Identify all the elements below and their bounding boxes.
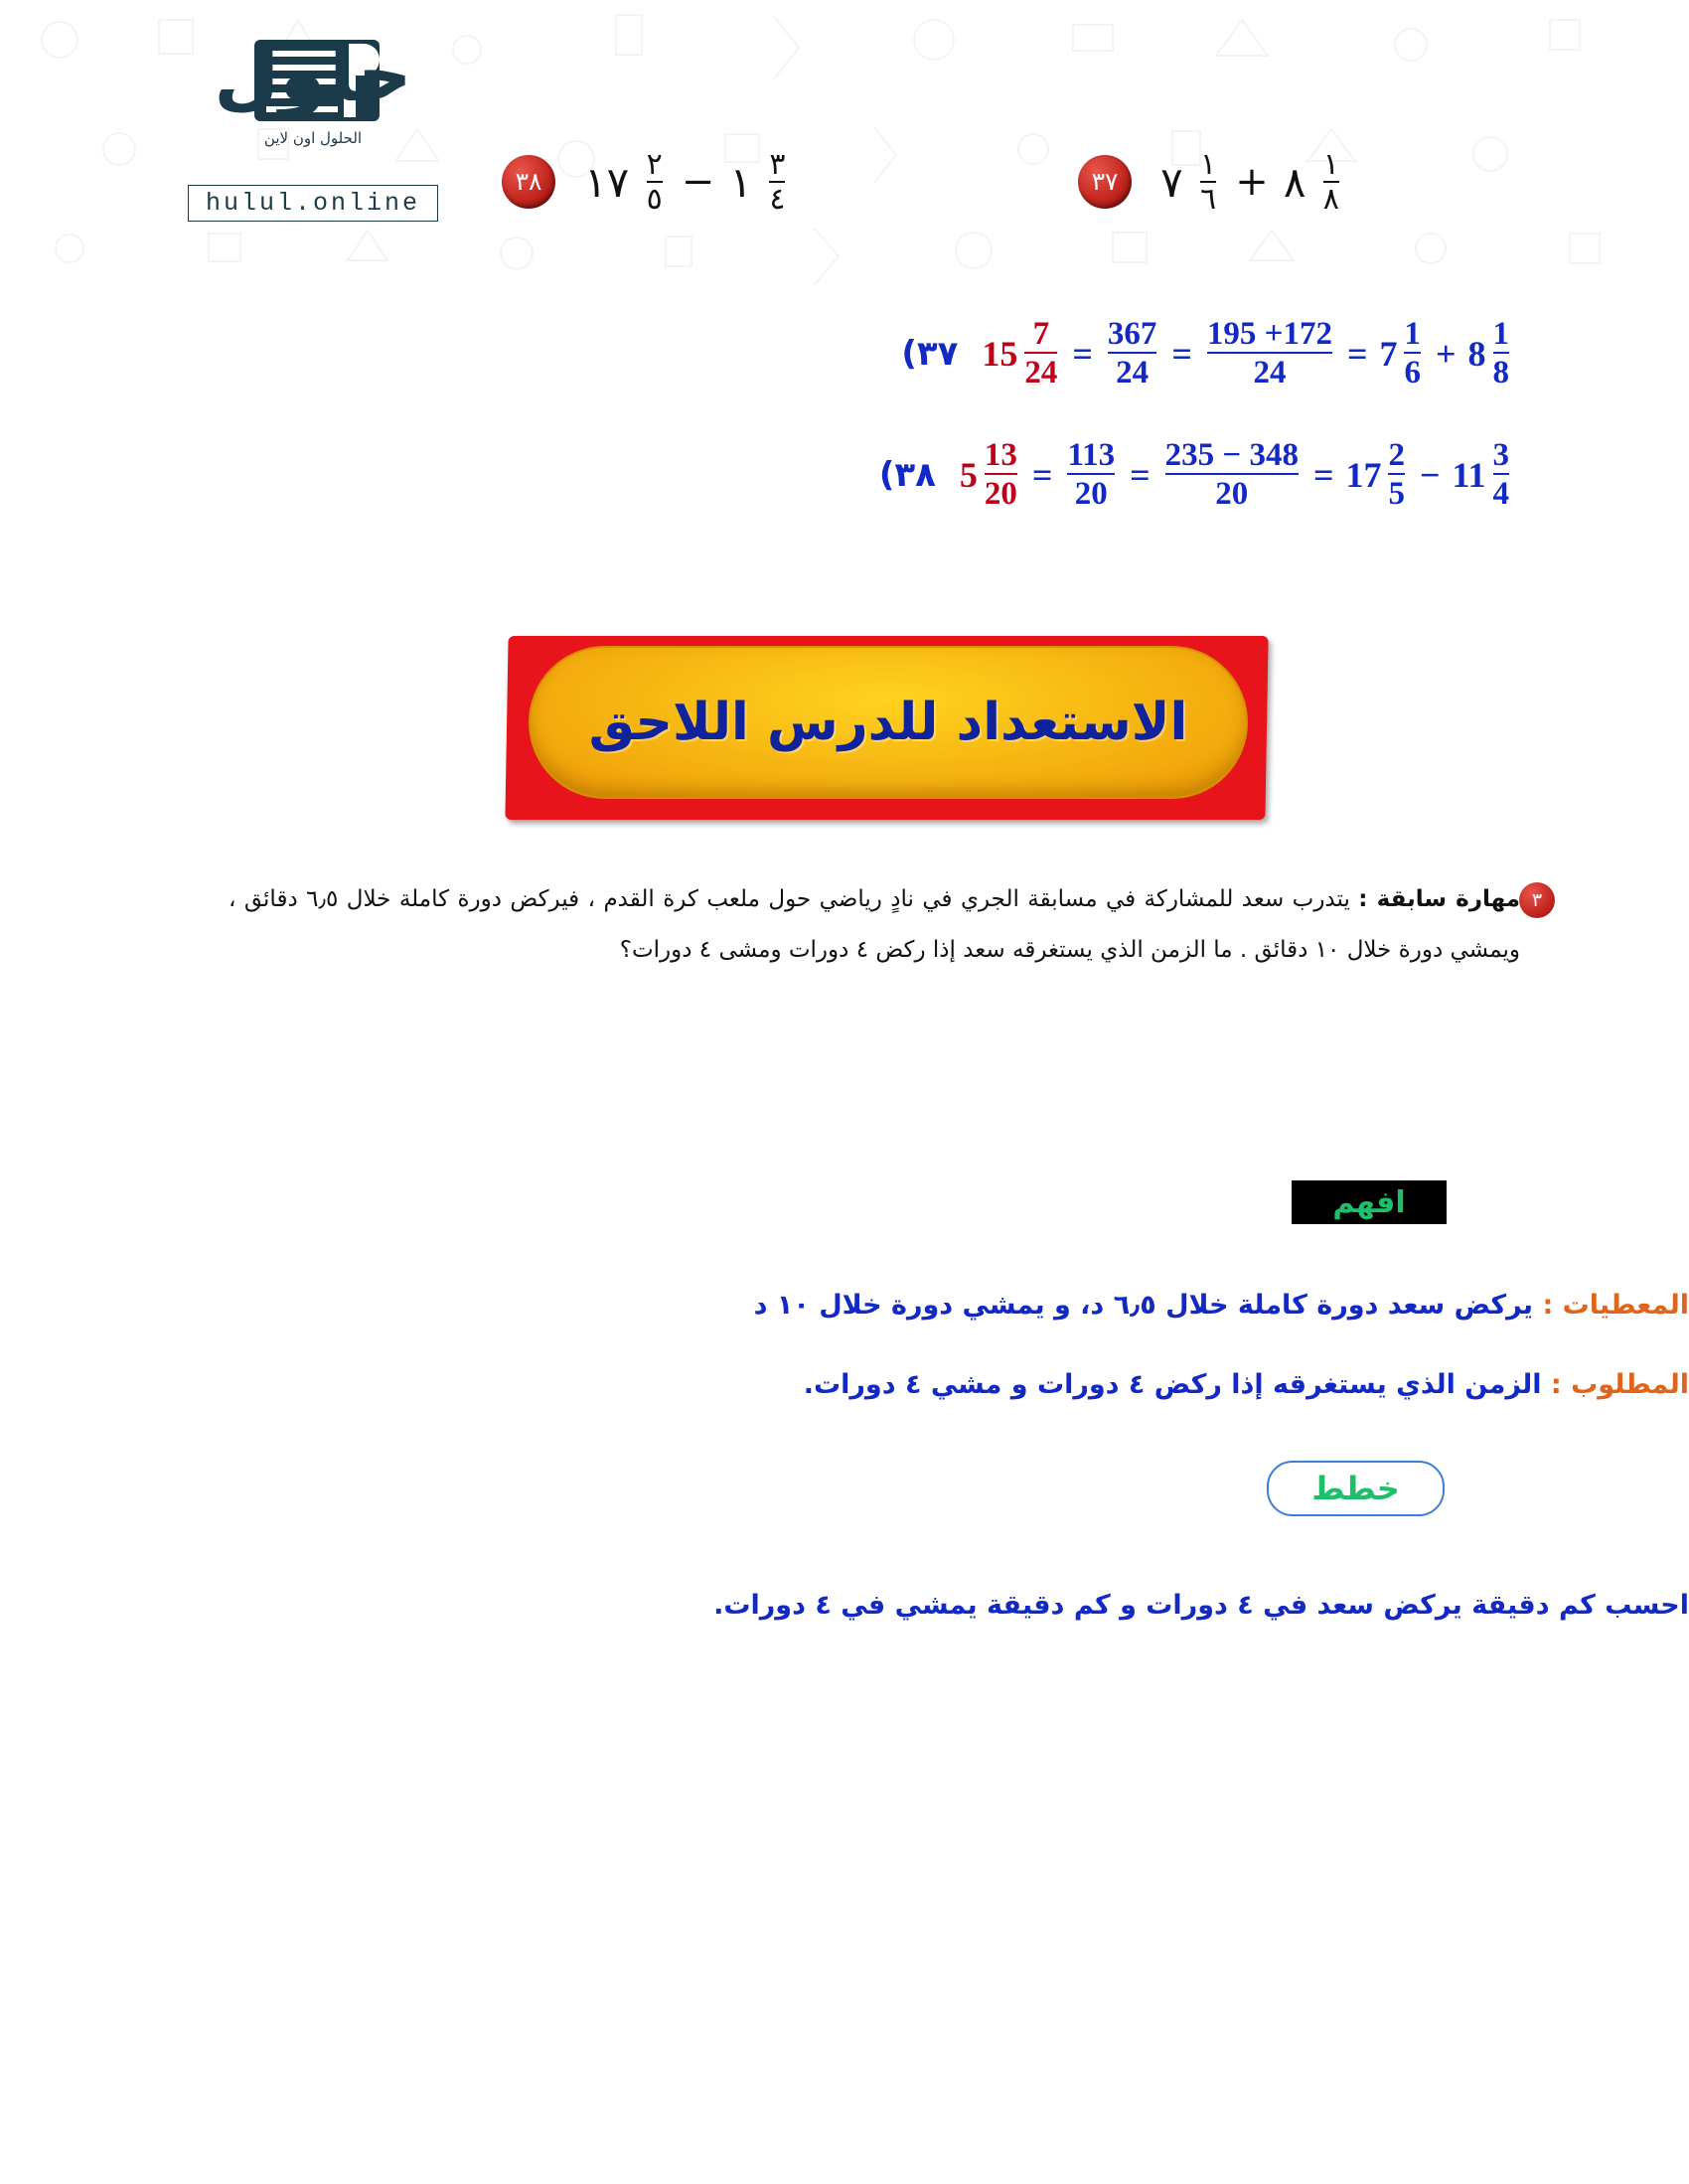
problem-text: يتدرب سعد للمشاركة في مسابقة الجري في نادٍ رياضي حول ملعب كرة القدم ، فيركض دورة كاملة خلال ٦٫٥ دقائق ، ويمشي دورة خلال ١٠ دقائق . ما الزمن الذي يستغرقه سعد إذا ركض ٤ دورات ومشى ٤ دورات؟ (229, 886, 1520, 963)
solution-operand-2: $7 \frac{1}{6}$ (1379, 316, 1421, 391)
solution-step-sum: $\frac{195 +172}{24}$ (1206, 316, 1332, 391)
solution-result: $5 \frac{13}{20}$ (959, 437, 1017, 513)
understand-label-text: افهم (1332, 1184, 1406, 1220)
mixed-number-right: ٧ $\frac{١}{٦}$ (1160, 147, 1217, 217)
solution-step-improper: $\frac{113}{20}$ (1067, 437, 1116, 513)
solution-operand-1: $11 \frac{3}{4}$ (1452, 437, 1509, 513)
solution-result: $15 \frac{7}{24}$ (982, 316, 1058, 391)
problem-label: مهارة سابقة : (1358, 886, 1521, 912)
mixed-number-left: ١ $\frac{٣}{٤}$ (729, 147, 786, 217)
handwritten-problem-37 (1078, 149, 1343, 215)
solution-tag: (٣٨ (878, 454, 936, 495)
plan-label-text: خطط (1311, 1470, 1400, 1507)
required-value: الزمن الذي يستغرقه إذا ركض ٤ دورات و مشي ٤ دورات. (803, 1369, 1542, 1400)
problem-paragraph (229, 874, 1520, 975)
solution-line-37: (٣٧ $15 \frac{7}{24}$ = $\frac{367}{24}$ = $\frac{195 +172}{24}$ = $7 \frac{1}{6}$ + $8 \frac{1}{8}$ (901, 316, 1512, 391)
given-value: يركض سعد دورة كاملة خلال ٦٫٥ د، و يمشي دورة خلال ١٠ د (753, 1290, 1534, 1321)
logo-url: hulul.online (188, 185, 438, 222)
solution-operand-2: $17 \frac{2}{5}$ (1345, 437, 1405, 513)
operator: + (1235, 159, 1269, 205)
plan-label (1267, 1461, 1445, 1516)
problem-number-badge: ٣٨ (502, 155, 555, 209)
operator: − (681, 159, 715, 205)
given-key: المعطيات : (1542, 1290, 1689, 1321)
solution-operand-1: $8 \frac{1}{8}$ (1467, 316, 1509, 391)
solution-step-improper: $\frac{367}{24}$ (1107, 316, 1157, 391)
given-line (387, 1290, 1689, 1321)
banner-pill (529, 646, 1248, 799)
logo-brand-arabic: حلول (214, 30, 412, 118)
handwritten-problem-38 (502, 149, 789, 215)
required-key: المطلوب : (1550, 1369, 1689, 1400)
problem-number-badge: ٣٧ (1078, 155, 1132, 209)
problem-number-badge: ٣ (1519, 882, 1555, 918)
plan-text: احسب كم دقيقة يركض سعد في ٤ دورات و كم دقيقة يمشي في ٤ دورات. (713, 1590, 1689, 1621)
solution-line-38: (٣٨ $5 \frac{13}{20}$ = $\frac{113}{20}$ = $\frac{235 - 348}{20}$ = $17 \frac{2}{5}$ − $11 \frac{3}{4}$ (879, 437, 1512, 513)
understand-label (1292, 1180, 1447, 1224)
required-line (387, 1369, 1689, 1400)
mixed-number-right: ١٧ $\frac{٢}{٥}$ (584, 147, 663, 217)
mixed-number-left: ٨ $\frac{١}{٨}$ (1283, 147, 1339, 217)
solution-step-difference: $\frac{235 - 348}{20}$ (1164, 437, 1299, 513)
logo-brand-sub: الحلول اون لاين (263, 129, 363, 147)
site-logo (179, 10, 447, 258)
banner-title: الاستعداد للدرس اللاحق (588, 693, 1188, 752)
plan-line (387, 1590, 1689, 1621)
logo-mark (189, 10, 437, 179)
solution-tag: (٣٧ (901, 333, 959, 374)
section-banner (497, 626, 1292, 840)
